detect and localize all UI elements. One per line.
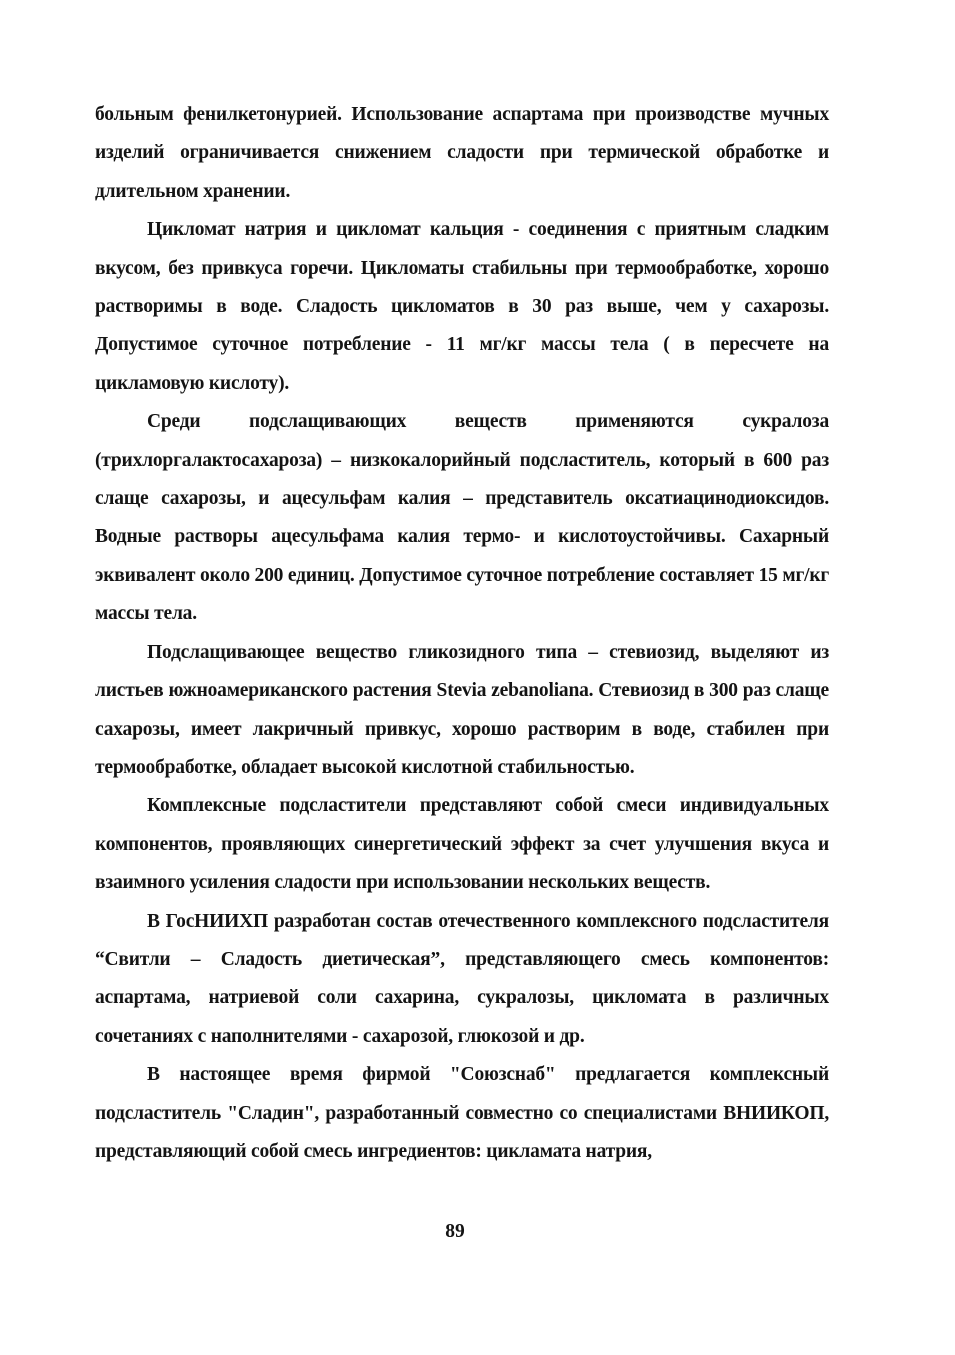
paragraph-stevioside: Подслащивающее вещество гликозидного типа – стевиозид, выделяют из листьев южноамериканского растения Stevia zebanoliana. Стевиозид в 300 раз слаще сахарозы, имеет лакричный привкус, хорошо растворим в воде, стабилен при термообработке, обладает высокой кислотной стабильностью.: [95, 641, 829, 778]
page-number: 89: [445, 1221, 465, 1242]
paragraph-cyclamate: Цикломат натрия и цикломат кальция - соединения с приятным сладким вкусом, без привкуса горечи. Цикломаты стабильны при термообработке, хорошо растворимы в воде. Сладость цикломатов в 30 раз выше, чем у сахарозы. Допустимое суточное потребление - 11 мг/кг массы тела ( в пересчете на цикламовую кислоту).: [95, 219, 829, 394]
body-text: [95, 96, 829, 1171]
paragraph-continuation: больным фенилкетонурией. Использование аспартама при производстве мучных изделий ограничивается снижением сладости при термической обработке и длительном хранении.: [95, 104, 829, 202]
paragraph-complex-sweeteners: Комплексные подсластители представляют собой смеси индивидуальных компонентов, проявляющих синергетический эффект за счет улучшения вкуса и взаимного усиления сладости при использовании нескольких веществ.: [95, 795, 829, 894]
paragraph-svitli: В ГосНИИХП разработан состав отечественного комплексного подсластителя “Свитли – Сладость диетическая”, представляющего смесь компонентов: аспартама, натриевой соли сахарина, сукралозы, цикломата в различных сочетаниях с наполнителями - сахарозой, глюкозой и др.: [95, 910, 829, 1047]
paragraph-sucralose-acesulfame: Среди подслащивающих веществ применяются сукралоза (трихлоргалактосахароза) – низкокалорийный подсластитель, который в 600 раз слаще сахарозы, и ацесульфам калия – представитель оксатиацинодиоксидов. Водные растворы ацесульфама калия термо- и кислотоустойчивы. Сахарный эквивалент около 200 единиц. Допустимое суточное потребление составляет 15 мг/кг массы тела.: [95, 411, 830, 625]
paragraph-sladin: В настоящее время фирмой "Союзснаб" предлагается комплексный подсластитель "Сладин", разработанный совместно со специалистами ВНИИКОП, представляющий собой смесь ингредиентов: цикламата натрия,: [95, 1064, 829, 1162]
